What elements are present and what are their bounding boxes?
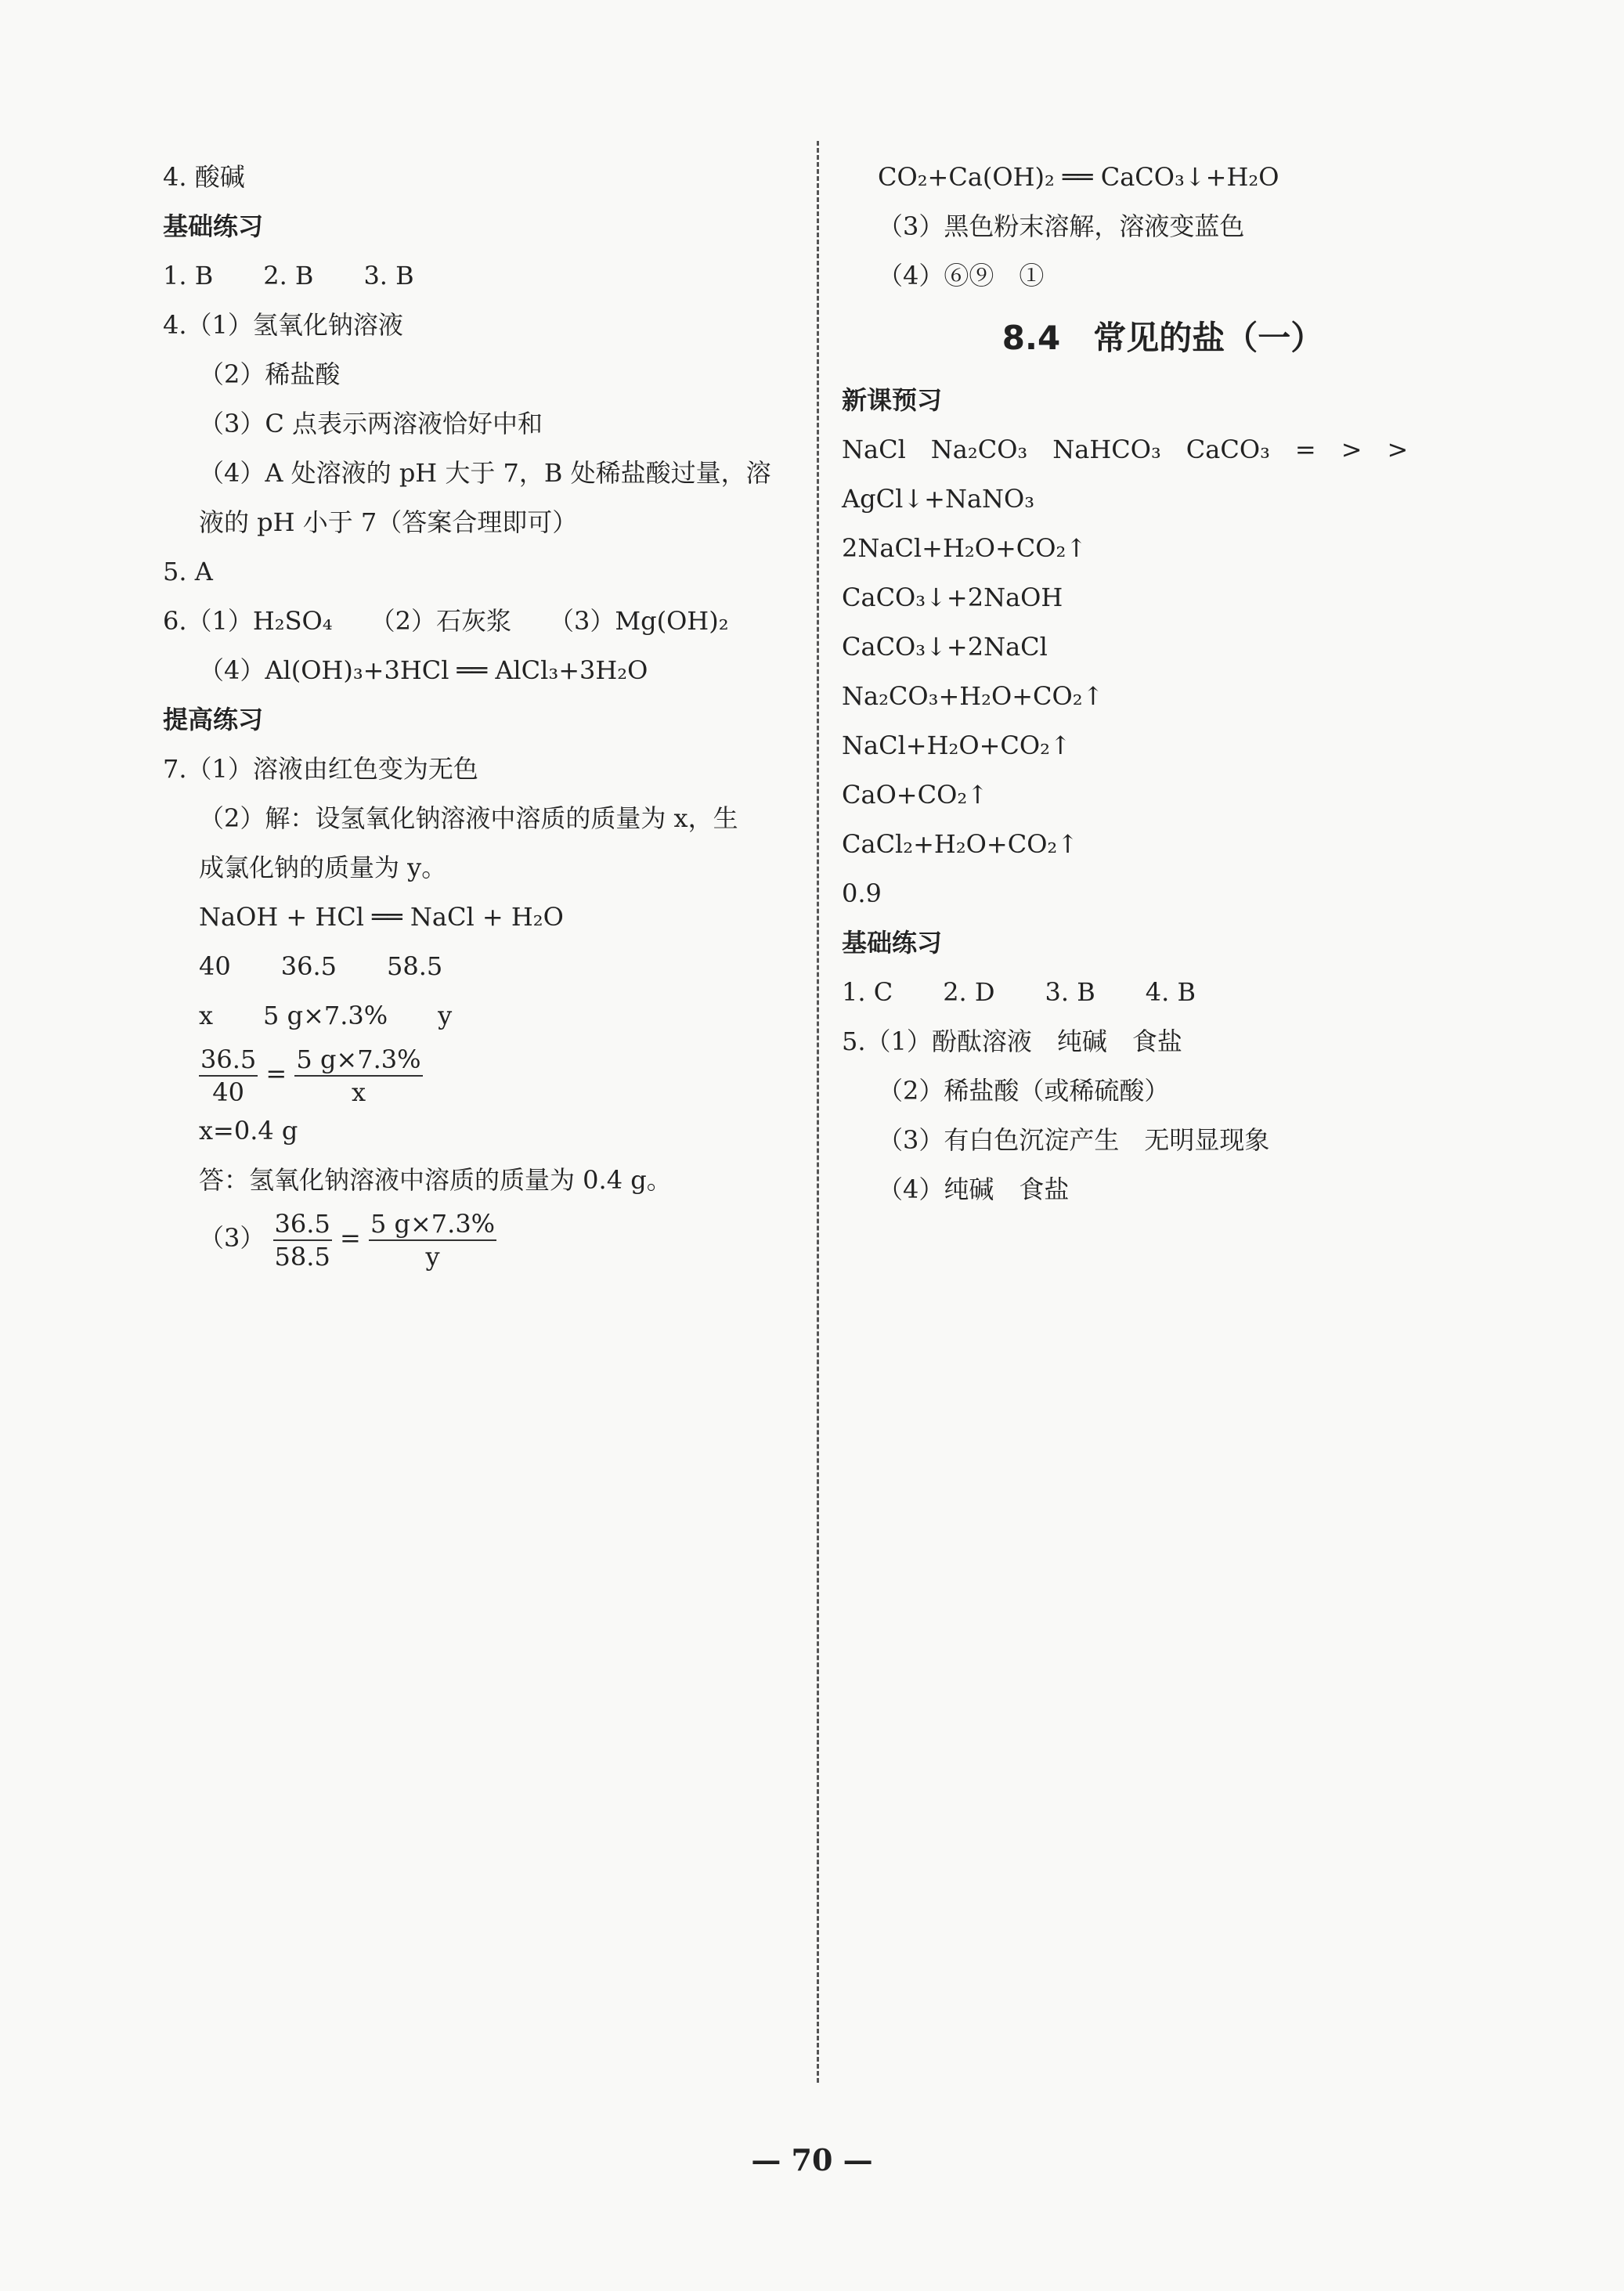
- equation-line: （4）Al(OH)₃+3HCl ══ AlCl₃+3H₂O: [199, 655, 648, 685]
- answer-line: （2）解：设氢氧化钠溶液中溶质的质量为 x，生: [199, 803, 738, 833]
- fraction: $\frac{36.5}{40}$: [200, 1044, 257, 1107]
- answer-line: （2）稀盐酸: [199, 359, 341, 389]
- equation-line: CaO+CO₂↑: [842, 780, 988, 810]
- answer-line: 5. A: [163, 557, 213, 586]
- proportion-line: $\frac{36.5}{40}$ = $\frac{5 g\times 7.3\%}{x}$: [200, 1044, 421, 1107]
- fraction: $\frac{5 g\times 7.3\%}{x}$: [296, 1044, 421, 1107]
- right-column: [842, 153, 1484, 1214]
- answer-line: （3）黑色粉末溶解，溶液变蓝色: [878, 211, 1245, 241]
- answer-line: （3）有白色沉淀产生 无明显现象: [878, 1125, 1270, 1155]
- equation-line: CaCO₃↓+2NaCl: [842, 632, 1048, 662]
- equation-line: NaOH + HCl ══ NaCl + H₂O: [199, 902, 564, 932]
- answer-line: 液的 pH 小于 7（答案合理即可）: [199, 507, 578, 537]
- chapter-title: 8.4 常见的盐（一）: [1001, 319, 1324, 357]
- equation-line: AgCl↓+NaNO₃: [842, 484, 1035, 514]
- equation-line: CO₂+Ca(OH)₂ ══ CaCO₃↓+H₂O: [878, 162, 1279, 192]
- mass-ratio-line: 40 36.5 58.5: [199, 951, 443, 981]
- page-number: — 70 —: [751, 2142, 873, 2177]
- equation-line: Na₂CO₃+H₂O+CO₂↑: [842, 681, 1104, 711]
- fraction: $\frac{36.5}{58.5}$: [274, 1208, 330, 1272]
- answer-line: 0.9: [842, 879, 882, 908]
- answer-line: NaCl Na₂CO₃ NaHCO₃ CaCO₃ = > >: [842, 435, 1409, 464]
- answer-line: （4）A 处溶液的 pH 大于 7，B 处稀盐酸过量，溶: [199, 458, 771, 488]
- mass-ratio-line: x 5 g×7.3% y: [199, 1001, 453, 1030]
- column-divider: [817, 141, 819, 2083]
- answer-line: 5.（1）酚酞溶液 纯碱 食盐: [842, 1026, 1182, 1056]
- subsection-heading: 基础练习: [842, 928, 943, 958]
- answer-line: 1. B 2. B 3. B: [163, 261, 414, 290]
- answer-line: 6.（1）H₂SO₄ （2）石灰浆 （3）Mg(OH)₂: [163, 606, 729, 636]
- answer-line: 7.（1）溶液由红色变为无色: [163, 754, 478, 784]
- answer-line: x=0.4 g: [199, 1116, 298, 1146]
- subsection-heading: 基础练习: [163, 211, 264, 241]
- answer-line: （2）稀盐酸（或稀硫酸）: [878, 1076, 1170, 1106]
- equation-line: 2NaCl+H₂O+CO₂↑: [842, 533, 1088, 563]
- section-heading: 4. 酸碱: [163, 162, 245, 192]
- proportion-line: （3） $\frac{36.5}{58.5}$ = $\frac{5 g\times 7.3\%}{y}$: [199, 1208, 496, 1272]
- answer-line: 成氯化钠的质量为 y。: [199, 853, 447, 882]
- answer-line: 1. C 2. D 3. B 4. B: [842, 977, 1196, 1007]
- answer-line: （4）⑥⑨ ①: [878, 261, 1045, 290]
- fraction: $\frac{5 g\times 7.3\%}{y}$: [370, 1208, 496, 1272]
- equation-line: CaCl₂+H₂O+CO₂↑: [842, 829, 1079, 859]
- equation-line: CaCO₃↓+2NaOH: [842, 583, 1063, 612]
- subsection-heading: 新课预习: [842, 385, 943, 415]
- answer-line: （3）C 点表示两溶液恰好中和: [199, 409, 543, 438]
- answer-line: 4.（1）氢氧化钠溶液: [163, 310, 403, 340]
- equation-line: NaCl+H₂O+CO₂↑: [842, 731, 1071, 760]
- answer-line: 答：氢氧化钠溶液中溶质的质量为 0.4 g。: [199, 1165, 672, 1195]
- left-column: [163, 153, 813, 1271]
- subsection-heading: 提高练习: [163, 705, 264, 734]
- answer-line: （4）纯碱 食盐: [878, 1174, 1070, 1204]
